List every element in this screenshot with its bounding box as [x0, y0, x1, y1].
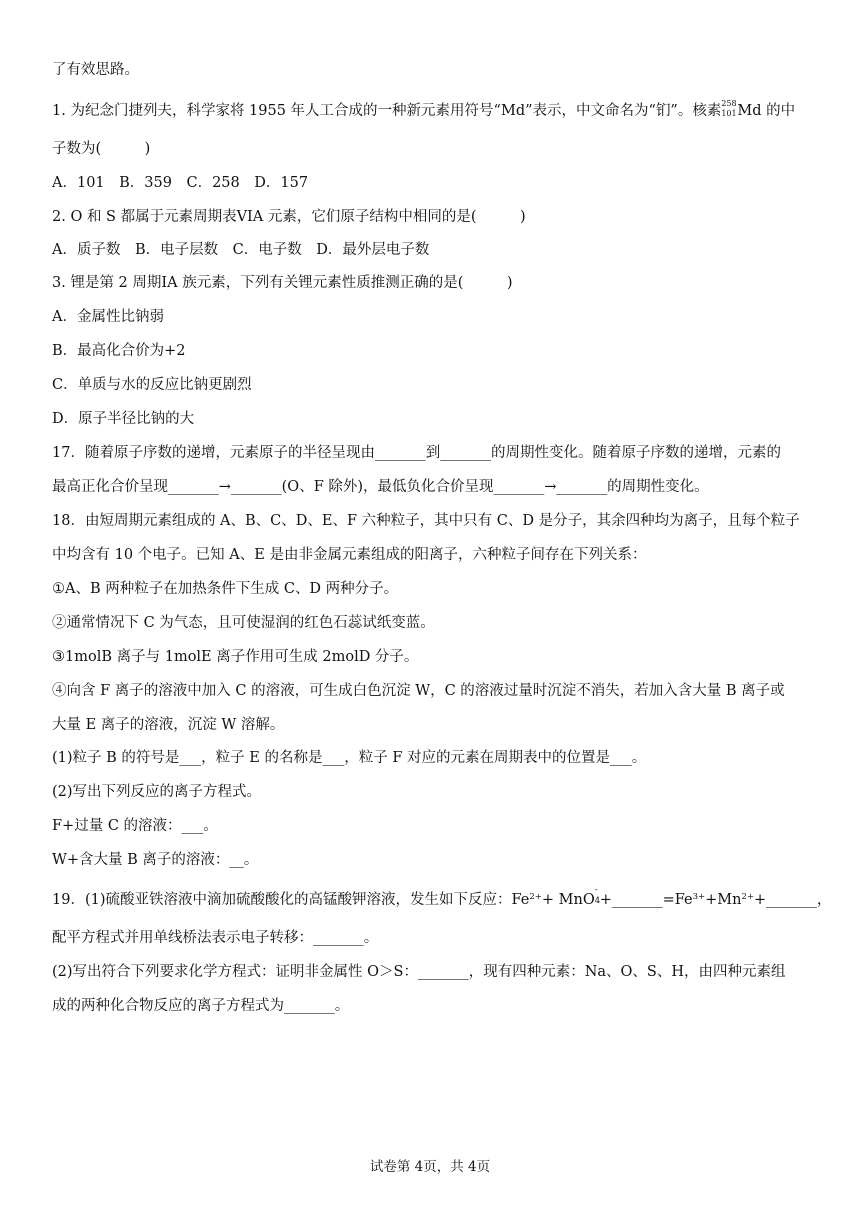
question-17-line-2: 最高正化合价呈现_______→_______(O、F 除外)，最低负化合价呈现_______→_______的周期性变化。: [52, 479, 709, 495]
question-2-options: A．质子数 B．电子层数 C．电子数 D．最外层电子数: [52, 242, 430, 258]
question-19-line-4: 成的两种化合物反应的离子方程式为_______。: [52, 998, 350, 1014]
question-19-line-2: 配平方程式并用单线桥法表示电子转移：_______。: [52, 930, 379, 946]
charge-superscript: 2+: [741, 892, 755, 902]
question-18-line-1: 18．由短周期元素组成的 A、B、C、D、E、F 六种粒子，其中只有 C、D 是分子，其余四种均为离子，且每个粒子: [52, 513, 800, 529]
question-3-option-b: B．最高化合价为+2: [52, 343, 186, 359]
ion-charge-and-count: [595, 887, 600, 907]
question-18-part-2a: F+过量 C 的溶液：___。: [52, 818, 218, 834]
question-18-condition-4-cont: 大量 E 离子的溶液，沉淀 W 溶解。: [52, 717, 285, 733]
mass-number: 258: [721, 99, 737, 108]
question-3-stem: 3. 锂是第 2 周期IA 族元素，下列有关锂元素性质推测正确的是( ): [52, 275, 513, 291]
count-subscript: 4: [594, 896, 601, 906]
atomic-number: 101: [721, 109, 737, 118]
question-2-stem: 2. O 和 S 都属于元素周期表VIA 元素，它们原子结构中相同的是( ): [52, 209, 526, 225]
text-span: 1. 为纪念门捷列夫，科学家将 1955 年人工合成的一种新元素用符号“Md”表示，中文命名为“钔”。核素: [52, 103, 722, 119]
text-span: 19．(1)硫酸亚铁溶液中滴加硫酸酸化的高锰酸钾溶液，发生如下反应：Fe: [52, 892, 530, 908]
question-18-line-2: 中均含有 10 个电子。已知 A、E 是由非金属元素组成的阳离子，六种粒子间存在下列关系：: [52, 547, 647, 563]
text-span: +_______=Fe: [599, 892, 693, 908]
question-3-option-a: A．金属性比钠弱: [52, 309, 164, 325]
text-span: Md 的中: [737, 103, 796, 119]
question-1-stem: [52, 101, 812, 121]
page-footer: 试卷第 4页，共 4页: [369, 1159, 491, 1175]
text-span: +_______，: [754, 892, 832, 908]
text-line: 了有效思路。: [52, 62, 139, 78]
charge-superscript: 3+: [692, 892, 706, 902]
question-18-condition-1: ①A、B 两种粒子在加热条件下生成 C、D 两种分子。: [52, 581, 399, 597]
text-span: + MnO: [541, 892, 595, 908]
question-18-condition-2: ②通常情况下 C 为气态，且可使湿润的红色石蕊试纸变蓝。: [52, 615, 435, 631]
question-3-option-d: D．原子半径比钠的大: [52, 411, 195, 427]
question-18-part-2: (2)写出下列反应的离子方程式。: [52, 784, 262, 800]
question-18-part-1: (1)粒子 B 的符号是___，粒子 E 的名称是___，粒子 F 对应的元素在周期表中的位置是___。: [52, 750, 647, 766]
question-19-line-3: (2)写出符合下列要求化学方程式：证明非金属性 O＞S：_______，现有四种元素：Na、O、S、H，由四种元素组: [52, 964, 786, 980]
question-18-condition-4: ④向含 F 离子的溶液中加入 C 的溶液，可生成白色沉淀 W，C 的溶液过量时沉淀不消失，若加入含大量 B 离子或: [52, 683, 785, 699]
question-3-option-c: C．单质与水的反应比钠更剧烈: [52, 377, 252, 393]
question-1-options: A．101 B．359 C．258 D．157: [52, 175, 309, 191]
question-18-part-2b: W+含大量 B 离子的溶液：__。: [52, 852, 259, 868]
question-17-line-1: 17．随着原子序数的递增，元素原子的半径呈现由_______到_______的周期性变化。随着原子序数的递增，元素的: [52, 445, 781, 461]
question-18-condition-3: ③1molB 离子与 1molE 离子作用可生成 2molD 分子。: [52, 649, 419, 665]
charge-superscript: 2+: [529, 892, 542, 902]
question-1-stem-cont: 子数为( ): [52, 141, 151, 157]
nuclide-notation: [721, 101, 737, 121]
charge-superscript: -: [594, 885, 598, 895]
question-19-line-1: [52, 885, 832, 910]
text-span: +Mn: [705, 892, 742, 908]
